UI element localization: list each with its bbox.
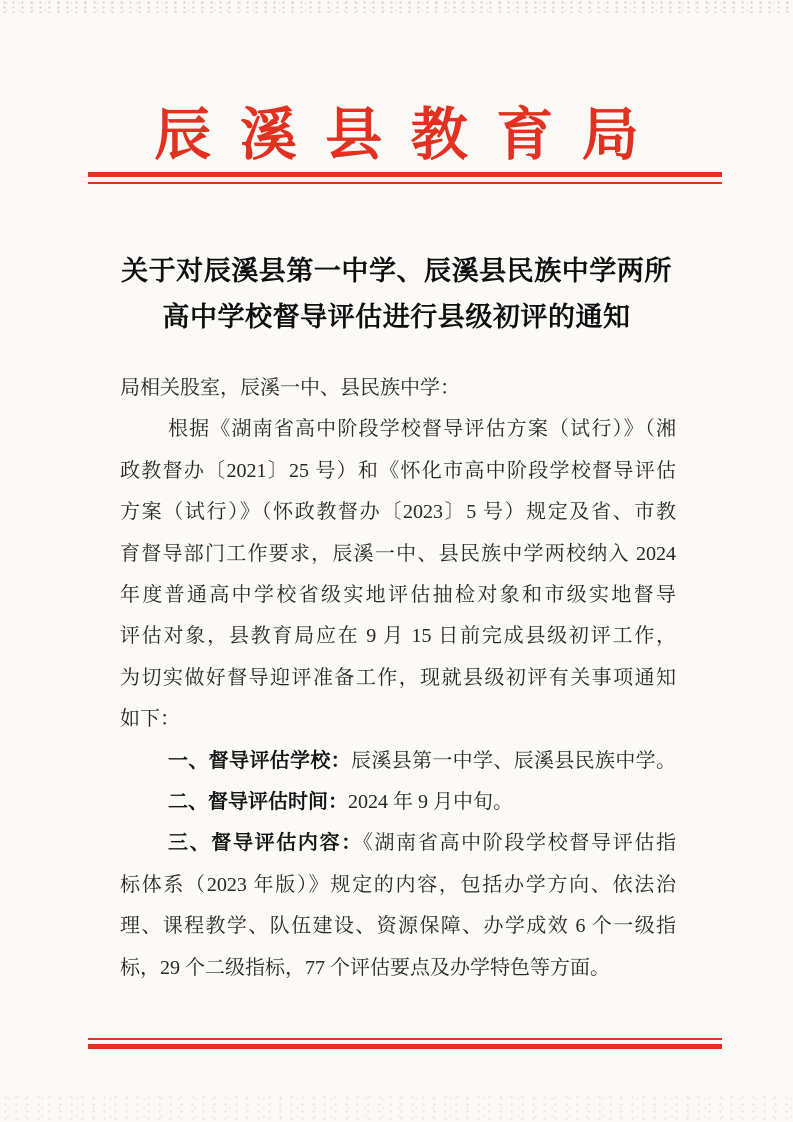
text-run: 育督导部门工作要求，辰溪一中、县民族中学两校纳入 2024 — [120, 542, 676, 565]
text-run: 理、课程教学、队伍建设、资源保障、办学成效 6 个一级指 — [120, 915, 676, 938]
agency-letterhead: 辰溪县教育局 — [154, 104, 668, 167]
text-run: 为切实做好督导迎评准备工作，现就县级初评有关事项通知 — [120, 666, 676, 689]
document-title — [100, 248, 693, 340]
text-run: 辰溪县第一中学、辰溪县民族中学。 — [351, 749, 676, 772]
text-run: 评估对象，县教育局应在 9 月 15 日前完成县级初评工作， — [120, 625, 676, 648]
body-text — [120, 368, 676, 989]
text-run: 根据《湖南省高中阶段学校督导评估方案（试行）》（湘 — [168, 418, 676, 441]
text-run: 2024 年 9 月中旬。 — [348, 791, 513, 814]
title-line: 高中学校督导评估进行县级初评的通知 — [162, 302, 631, 332]
text-line — [120, 575, 676, 616]
text-run: 方案（试行）》（怀政教督办〔2023〕5 号）规定及省、市教 — [120, 501, 676, 524]
section-bold-label: 一、督导评估学校： — [168, 749, 351, 772]
title-line: 关于对辰溪县第一中学、辰溪县民族中学两所 — [121, 256, 672, 286]
footer-double-rule — [88, 1038, 722, 1049]
text-line — [120, 865, 676, 906]
section-bold-label: 三、督导评估内容： — [168, 832, 363, 855]
text-run: 政教督办〔2021〕25 号）和《怀化市高中阶段学校督导评估 — [120, 459, 676, 482]
text-line — [120, 658, 676, 699]
text-line — [120, 699, 676, 740]
text-line — [120, 616, 676, 657]
text-line — [120, 368, 676, 409]
section-bold-label: 二、督导评估时间： — [168, 791, 348, 814]
text-line — [120, 741, 676, 782]
text-line — [120, 409, 676, 450]
text-run: 局相关股室，辰溪一中、县民族中学： — [120, 377, 460, 399]
scan-noise-top — [0, 0, 793, 13]
text-line — [120, 534, 676, 575]
text-line — [120, 906, 676, 947]
text-line — [120, 782, 676, 823]
text-line — [120, 948, 676, 989]
letterhead-double-rule — [88, 172, 722, 184]
text-line — [120, 823, 676, 864]
text-run: 标，29 个二级指标，77 个评估要点及办学特色等方面。 — [120, 956, 610, 979]
text-run: 标体系（2023 年版）》规定的内容，包括办学方向、依法治 — [120, 873, 676, 896]
text-line — [120, 451, 676, 492]
text-run: 年度普通高中学校省级实地评估抽检对象和市级实地督导 — [120, 584, 676, 607]
text-line — [120, 492, 676, 533]
scan-noise-bottom — [0, 1094, 793, 1122]
text-run: 《湖南省高中阶段学校督导评估指 — [362, 832, 677, 855]
text-run: 如下： — [120, 708, 180, 731]
